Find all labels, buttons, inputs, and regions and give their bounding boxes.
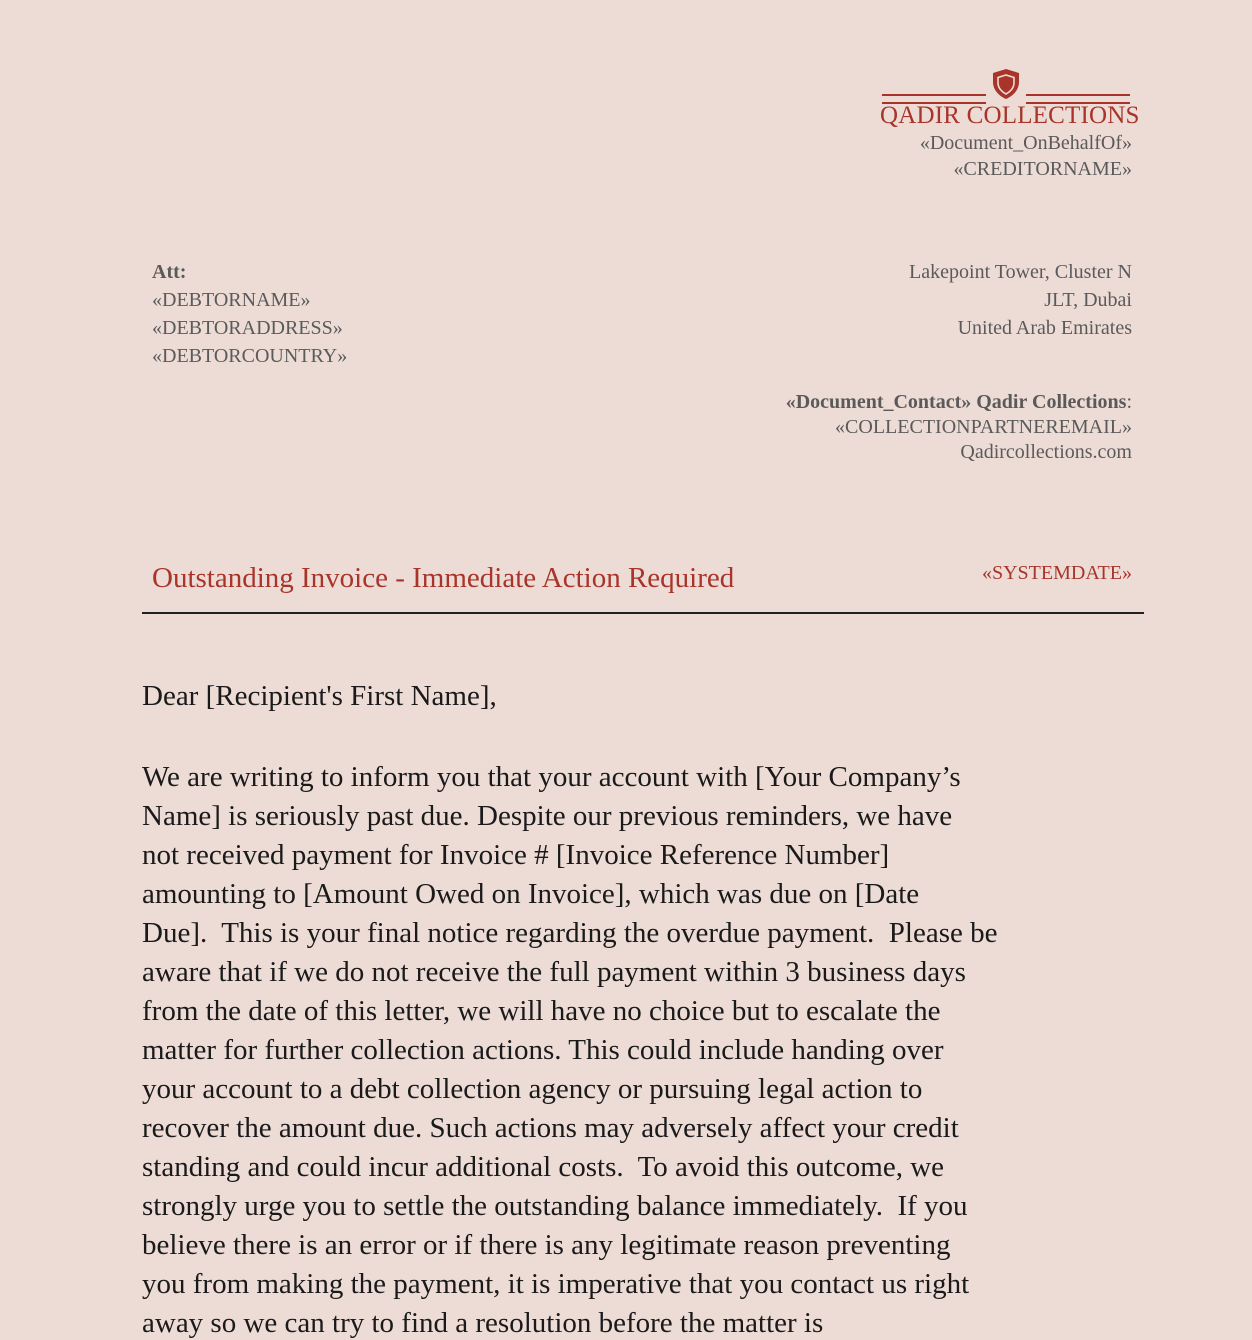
contact-label: «Document_Contact» Qadir Collections: [785, 391, 1127, 413]
website-link[interactable]: Qadircollections.com: [960, 441, 1132, 463]
recipient-block: [152, 258, 347, 370]
debtor-name-field: «DEBTORNAME»: [152, 289, 311, 311]
address-line-2: JLT, Dubai: [1044, 289, 1132, 311]
letter-title: Outstanding Invoice - Immediate Action Required: [152, 562, 735, 594]
creditor-name-field: «CREDITORNAME»: [953, 158, 1132, 180]
address-line-1: Lakepoint Tower, Cluster N: [909, 261, 1132, 283]
shield-icon: [990, 68, 1022, 100]
header-divider: [142, 612, 1144, 614]
partner-email-field: «COLLECTIONPARTNEREMAIL»: [835, 416, 1132, 438]
contact-block: [752, 390, 1132, 465]
sender-address: [909, 258, 1132, 342]
system-date-field: «SYSTEMDATE»: [981, 562, 1132, 584]
address-line-3: United Arab Emirates: [957, 317, 1132, 339]
logo-mark: [880, 68, 1132, 102]
letter-body: We are writing to inform you that your account with [Your Company’s Name] is seriously past due. Despite our previous reminders, we have not received payment for Invoice # [Invoice Reference Number] amounting to [Amount Owed on Invoice], which was due on [Date Due]. This is your final notice regarding the overdue payment. Please be aware that if we do not receive the full payment within 3 business days from the date of this letter, we will have no choice but to escalate the matter for further collection actions. This could include handing over your account to a debt collection agency or pursuing legal action to recover the amount due. Such actions may adversely affect your credit standing and could incur additional costs. To avoid this outcome, we strongly urge you to settle the outstanding balance immediately. If you believe there is an error or if there is any legitimate reason preventing you from making the payment, it is imperative that you contact us right away so we can try to find a resolution before the matter is: [142, 761, 998, 1339]
company-logo: [880, 68, 1140, 182]
brand-name: QADIR COLLECTIONS: [880, 102, 1140, 129]
logo-rule-left: [882, 94, 986, 104]
logo-rule-right: [1026, 94, 1130, 104]
debtor-address-field: «DEBTORADDRESS»: [152, 317, 343, 339]
debtor-country-field: «DEBTORCOUNTRY»: [152, 345, 348, 367]
att-label: Att:: [152, 261, 187, 283]
contact-colon: :: [1126, 391, 1132, 413]
letter-greeting: Dear [Recipient's First Name],: [142, 680, 497, 712]
on-behalf-of-field: «Document_OnBehalfOf»: [919, 132, 1132, 154]
